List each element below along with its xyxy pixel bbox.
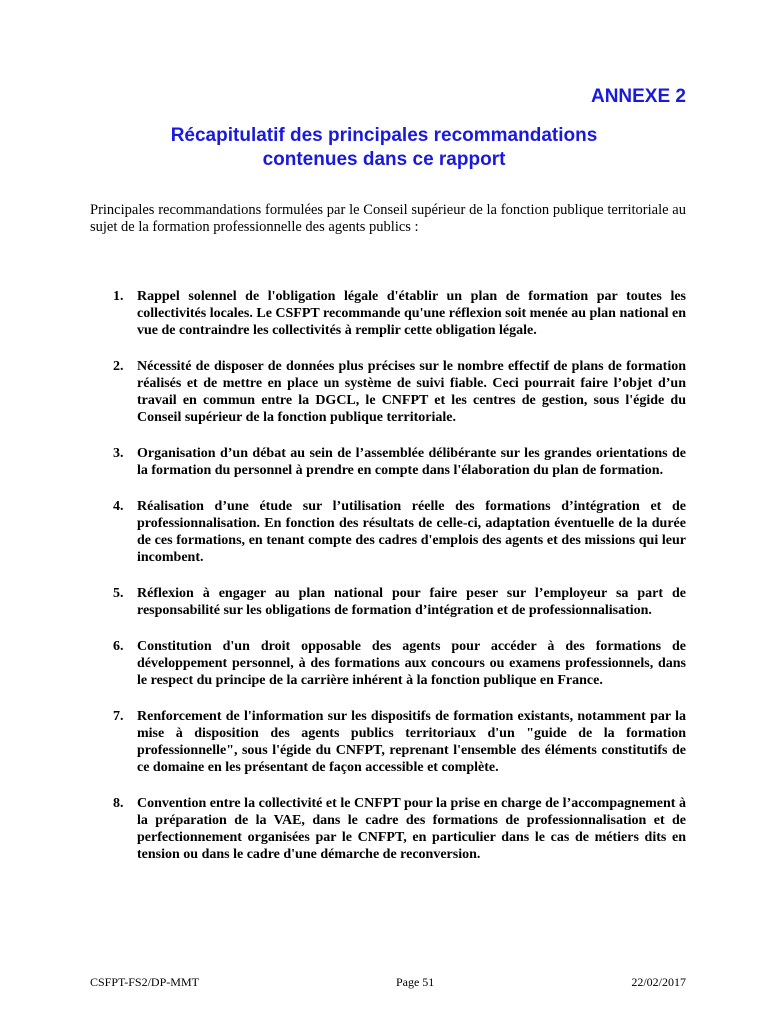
recommendation-item bbox=[90, 498, 686, 566]
recommendation-number: 3. bbox=[113, 446, 124, 461]
title-line-1: Récapitulatif des principales recommandations bbox=[170, 125, 598, 146]
footer-page-number: Page 51 bbox=[395, 975, 435, 989]
recommendation-number: 6. bbox=[113, 639, 124, 654]
recommendation-text: Constitution d'un droit opposable des agents pour accéder à des formations de développement personnel, à des formations aux concours ou examens professionnels, dans le respect du principe de la carrière inhérent à la fonction publique en France. bbox=[137, 639, 686, 688]
recommendation-number: 1. bbox=[113, 289, 124, 304]
recommendation-number: 7. bbox=[113, 709, 124, 724]
footer-date: 22/02/2017 bbox=[631, 975, 686, 989]
recommendation-text: Renforcement de l'information sur les dispositifs de formation existants, notamment par la mise à disposition des agents publics territoriaux d'un "guide de la formation professionnelle", sous l'égide du CNFPT, reprenant l'ensemble des éléments constitutifs de ce domaine en les présentant de façon accessible et complète. bbox=[137, 709, 686, 775]
recommendation-item bbox=[90, 708, 686, 776]
recommendation-item bbox=[90, 795, 686, 863]
footer-reference: CSFPT-FS2/DP-MMT bbox=[90, 975, 199, 989]
recommendation-number: 2. bbox=[113, 359, 124, 374]
intro-paragraph: Principales recommandations formulées par le Conseil supérieur de la fonction publique territoriale au sujet de la formation professionnelle des agents publics : bbox=[90, 202, 686, 235]
recommendation-item bbox=[90, 358, 686, 426]
recommendation-text: Rappel solennel de l'obligation légale d'établir un plan de formation par toutes les collectivités locales. Le CSFPT recommande qu'une réflexion soit menée au plan national en vue de contraindre les collectivités à remplir cette obligation légale. bbox=[137, 289, 686, 338]
recommendation-item bbox=[90, 445, 686, 479]
recommendation-item bbox=[90, 585, 686, 619]
recommendation-number: 4. bbox=[113, 499, 124, 514]
recommendations-list bbox=[90, 288, 686, 863]
recommendation-text: Convention entre la collectivité et le CNFPT pour la prise en charge de l’accompagnement à la préparation de la VAE, dans le cadre des formations de professionnalisation et de perfectionnement organisées par le CNFPT, en particulier dans le cas de métiers dits en tension ou dans le cadre d'une démarche de reconversion. bbox=[137, 796, 686, 862]
recommendation-text: Réflexion à engager au plan national pour faire peser sur l’employeur sa part de responsabilité sur les obligations de formation d’intégration et de professionnalisation. bbox=[137, 586, 686, 618]
recommendation-text: Organisation d’un débat au sein de l’assemblée délibérante sur les grandes orientations de la formation du personnel à prendre en compte dans l'élaboration du plan de formation. bbox=[137, 446, 686, 478]
recommendation-text: Réalisation d’une étude sur l’utilisation réelle des formations d’intégration et de professionnalisation. En fonction des résultats de celle-ci, adaptation éventuelle de la durée de ces formations, en tenant compte des cadres d'emplois des agents et des missions qui leur incombent. bbox=[137, 499, 686, 565]
recommendation-number: 8. bbox=[113, 796, 124, 811]
title-line-2: contenues dans ce rapport bbox=[262, 149, 506, 170]
recommendation-text: Nécessité de disposer de données plus précises sur le nombre effectif de plans de formation réalisés et de mettre en place un système de suivi fiable. Ceci pourrait faire l’objet d’un travail en commun entre la DGCL, le CNFPT et les centres de gestion, sous l'égide du Conseil supérieur de la fonction publique territoriale. bbox=[137, 359, 686, 425]
recommendation-item bbox=[90, 288, 686, 339]
recommendation-number: 5. bbox=[113, 586, 124, 601]
recommendation-item bbox=[90, 638, 686, 689]
page-footer bbox=[90, 975, 686, 990]
annex-label: ANNEXE 2 bbox=[590, 86, 686, 107]
document-title bbox=[80, 124, 688, 172]
